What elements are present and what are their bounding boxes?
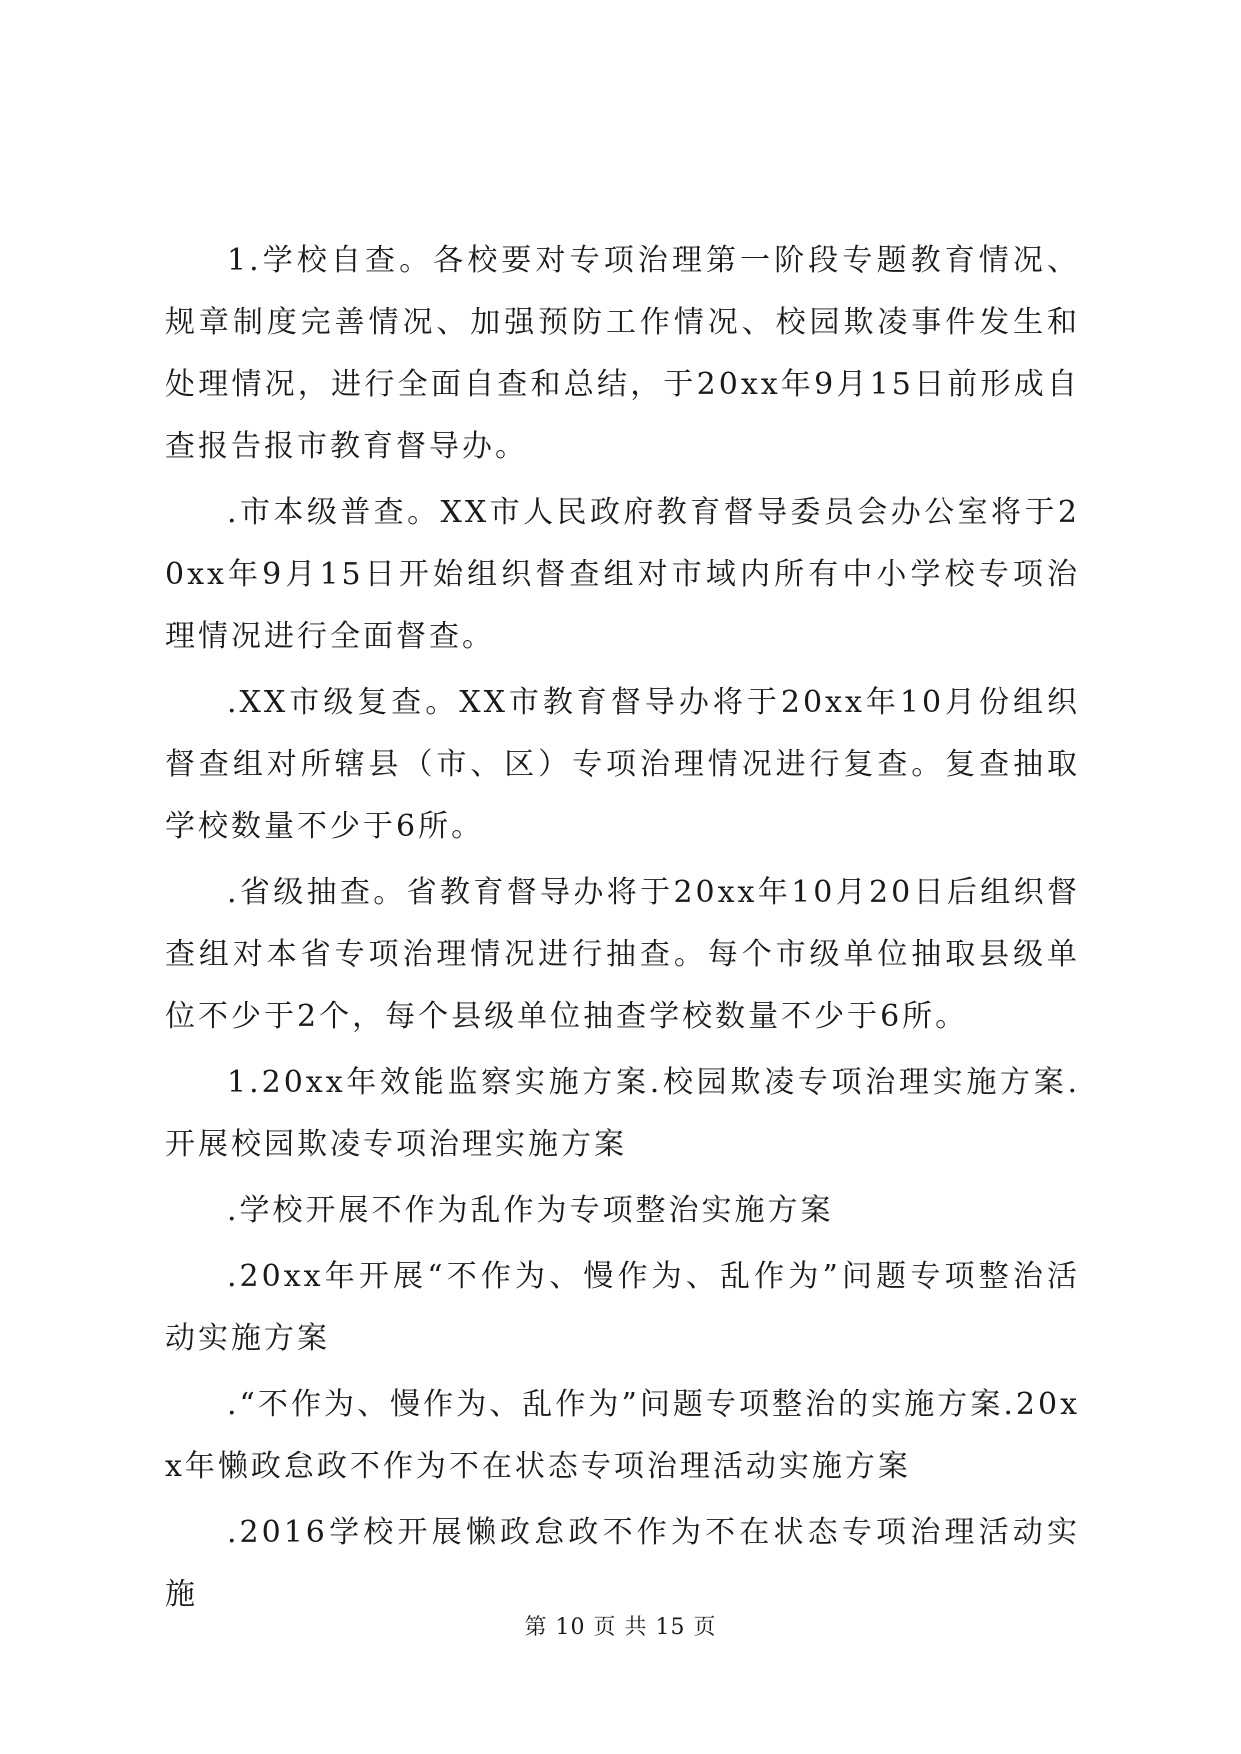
paragraph-related-plan-5: .2016学校开展懒政怠政不作为不在状态专项治理活动实施 — [165, 1515, 1080, 1612]
paragraph-city-recheck: .XX市级复查。XX市教育督导办将于20xx年10月份组织督查组对所辖县（市、区）专项治理情况进行复查。复查抽取学校数量不少于6所。 — [165, 685, 1080, 844]
paragraph-provincial-spot-check: .省级抽查。省教育督导办将于20xx年10月20日后组织督查组对本省专项治理情况进行抽查。每个市级单位抽取县级单位不少于2个，每个县级单位抽查学校数量不少于6所。 — [165, 875, 1080, 1034]
page-footer: 第 10 页 共 15 页 — [524, 1615, 717, 1640]
document-body — [165, 230, 1080, 1630]
paragraph-related-plan-4: .“不作为、慢作为、乱作为”问题专项整治的实施方案.20xx年懒政怠政不作为不在状态专项治理活动实施方案 — [165, 1387, 1080, 1484]
paragraph-related-plan-1: 1.20xx年效能监察实施方案.校园欺凌专项治理实施方案.开展校园欺凌专项治理实施方案 — [165, 1065, 1080, 1162]
paragraph-school-self-check: 1.学校自查。各校要对专项治理第一阶段专题教育情况、规章制度完善情况、加强预防工作情况、校园欺凌事件发生和处理情况，进行全面自查和总结，于20xx年9月15日前形成自查报告报市教育督导办。 — [165, 243, 1080, 464]
paragraph-related-plan-3: .20xx年开展“不作为、慢作为、乱作为”问题专项整治活动实施方案 — [165, 1259, 1080, 1356]
paragraph-related-plan-2: .学校开展不作为乱作为专项整治实施方案 — [227, 1193, 834, 1228]
paragraph-city-general-check: .市本级普查。XX市人民政府教育督导委员会办公室将于20xx年9月15日开始组织督查组对市域内所有中小学校专项治理情况进行全面督查。 — [165, 495, 1080, 654]
